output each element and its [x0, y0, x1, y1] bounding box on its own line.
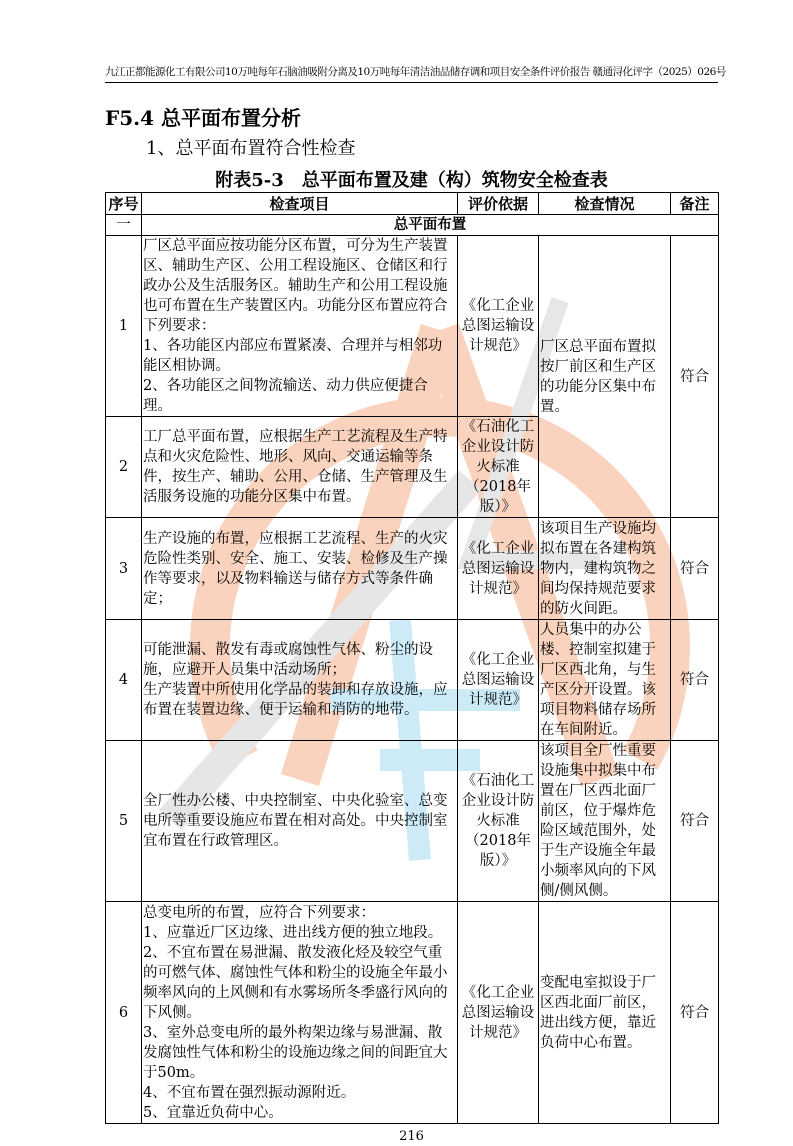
row-check: 该项目生产设施均拟布置在各建构筑物内，建构筑物之间均保持规范要求的防火间距。 [539, 518, 671, 620]
col-header: 序号 [106, 193, 142, 215]
running-header: 九江正都能源化工有限公司10万吨每年石脑油吸附分离及10万吨每年清洁油品储存调和项目安全条件评价报告 赣通浔化评字（2025）026号 [105, 64, 718, 83]
table-row [106, 518, 719, 620]
row-remark: 符合 [671, 741, 719, 902]
row-no: 5 [106, 741, 142, 902]
page-number: 216 [399, 1129, 424, 1144]
table-row [106, 236, 719, 417]
row-basis: 《石油化工企业设计防火标准（2018年版）》 [458, 417, 539, 518]
table-row [106, 902, 719, 1124]
row-no: 2 [106, 417, 142, 518]
row-remark: 符合 [671, 620, 719, 741]
row-no: 1 [106, 236, 142, 417]
table-and-footer [105, 192, 718, 1146]
row-basis: 《化工企业总图运输设计规范》 [458, 620, 539, 741]
group-no: 一 [106, 215, 142, 236]
row-remark: 符合 [671, 236, 719, 518]
table-header-row [106, 193, 719, 215]
table-title: 附表5-3 总平面布置及建（构）筑物安全检查表 [215, 170, 608, 191]
row-check: 变配电室拟设于厂区西北面厂前区，进出线方便，靠近负荷中心布置。 [539, 902, 671, 1124]
subsection-title: 1、总平面布置符合性检查 [146, 138, 356, 159]
row-item: 总变电所的布置，应符合下列要求： 1、应靠近厂区边缘、进出线方便的独立地段。 2、不宜布置在易泄漏、散发液化烃及较空气重的可燃气体、腐蚀性气体和粉尘的设施全年最小频率风向的上风侧和有水雾场所冬季盛行风向的下风侧。 3、室外总变电所的最外构架边缘与易泄漏、散发腐蚀性气体和粉尘的设施边缘之间的间距宜大于50m。 4、不宜布置在强烈振动源附近。 5、宜靠近负荷中心。 [142, 902, 458, 1124]
table-row [106, 741, 719, 902]
row-item: 厂区总平面应按功能分区布置，可分为生产装置区、辅助生产区、公用工程设施区、仓储区和行政办公及生活服务区。辅助生产和公用工程设施也可布置在生产装置区内。功能分区布置应符合下列要求： 1、各功能区内部应布置紧凑、合理并与相邻功能区相协调。 2、各功能区之间物流输送、动力供应便捷合理。 [142, 236, 458, 417]
row-check: 该项目全厂性重要设施集中拟集中布置在厂区西北面厂前区，位于爆炸危险区域范围外，处于生产设施全年最小频率风向的下风侧/侧风侧。 [539, 741, 671, 902]
row-basis: 《石油化工企业设计防火标准（2018年版）》 [458, 741, 539, 902]
row-basis: 《化工企业总图运输设计规范》 [458, 236, 539, 417]
row-item: 生产设施的布置，应根据工艺流程、生产的火灾危险性类别、安全、施工、安装、检修及生产操作等要求，以及物料输送与储存方式等条件确定； [142, 518, 458, 620]
row-no: 3 [106, 518, 142, 620]
col-header: 检查情况 [539, 193, 671, 215]
row-check: 人员集中的办公楼、控制室拟建于厂区西北角，与生产区分开设置。该项目物料储存场所在车间附近。 [539, 620, 671, 741]
row-item: 可能泄漏、散发有毒或腐蚀性气体、粉尘的设施，应避开人员集中活动场所； 生产装置中所使用化学品的装卸和存放设施，应布置在装置边缘、便于运输和消防的地带。 [142, 620, 458, 741]
col-header: 检查项目 [142, 193, 458, 215]
section-title: F5.4 总平面布置分析 [105, 106, 301, 130]
row-remark: 符合 [671, 518, 719, 620]
col-header: 备注 [671, 193, 719, 215]
row-no: 6 [106, 902, 142, 1124]
row-basis: 《化工企业总图运输设计规范》 [458, 518, 539, 620]
row-check: 厂区总平面布置拟按厂前区和生产区的功能分区集中布置。 [539, 236, 671, 518]
table-row [106, 620, 719, 741]
row-basis: 《化工企业总图运输设计规范》 [458, 902, 539, 1124]
row-remark: 符合 [671, 902, 719, 1124]
col-header: 评价依据 [458, 193, 539, 215]
group-label: 总平面布置 [142, 215, 719, 236]
safety-check-table [105, 192, 719, 1124]
row-no: 4 [106, 620, 142, 741]
row-item: 全厂性办公楼、中央控制室、中央化验室、总变电所等重要设施应布置在相对高处。中央控制室宜布置在行政管理区。 [142, 741, 458, 902]
row-item: 工厂总平面布置，应根据生产工艺流程及生产特点和火灾危险性、地形、风向、交通运输等条件，按生产、辅助、公用、仓储、生产管理及生活服务设施的功能分区集中布置。 [142, 417, 458, 518]
group-row [106, 215, 719, 236]
